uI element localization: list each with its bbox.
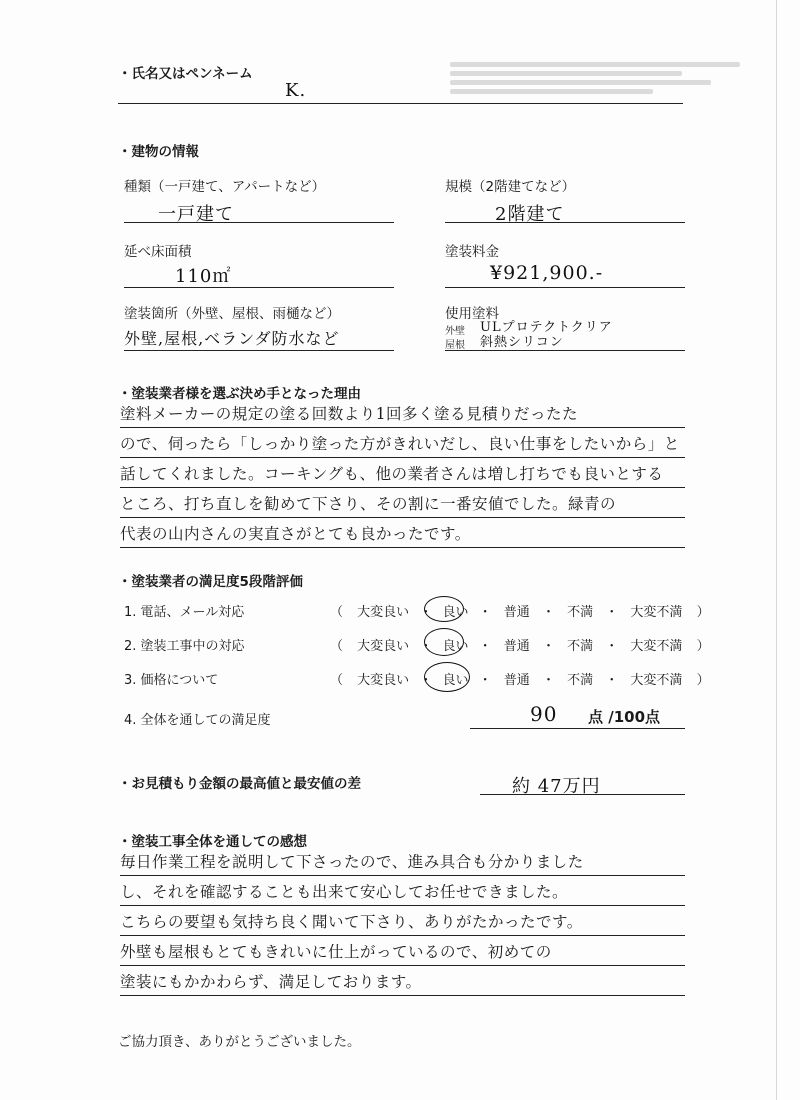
- separator: ・: [419, 639, 433, 654]
- price-value: ¥921,900.-: [490, 262, 604, 284]
- impression-rule: [120, 965, 685, 966]
- overall-label: 4. 全体を通しての満足度: [124, 713, 271, 728]
- paren-open: （: [330, 639, 344, 654]
- reason-header: ・塗装業者様を選ぶ決め手となった理由: [118, 386, 361, 402]
- rating-options: [330, 669, 710, 688]
- parts-label: 塗装箇所（外壁、屋根、雨樋など）: [124, 306, 340, 322]
- option-good: 良い: [442, 605, 469, 620]
- separator: ・: [605, 673, 619, 688]
- selection-circle: [424, 628, 464, 656]
- diff-label: ・お見積もり金額の最高値と最安値の差: [118, 776, 361, 792]
- diff-underline: [480, 794, 685, 795]
- reason-line: 話してくれました。コーキングも、他の業者さんは増し打ちでも良いとする: [120, 465, 664, 483]
- type-value: 一戸建て: [158, 204, 234, 225]
- option-good: 良い: [442, 673, 469, 688]
- footer-thanks: ご協力頂き、ありがとうございました。: [118, 1034, 361, 1050]
- type-underline: [124, 222, 394, 223]
- impression-line: 毎日作業工程を説明して下さったので、進み具合も分かりました: [120, 853, 584, 871]
- separator: ・: [478, 605, 492, 620]
- reason-rule: [120, 457, 685, 458]
- area-label: 延べ床面積: [124, 244, 192, 260]
- overall-score: 90: [530, 702, 558, 726]
- name-label: ・氏名又はペンネーム: [118, 66, 253, 82]
- paint-wall-tag: 外壁: [445, 326, 465, 337]
- type-label: 種類（一戸建て、アパートなど）: [124, 179, 326, 195]
- option-very-good: 大変良い: [357, 605, 410, 620]
- name-value: K.: [285, 80, 307, 101]
- reason-rule: [120, 427, 685, 428]
- paint-underline: [445, 350, 685, 351]
- price-underline: [445, 287, 685, 288]
- reason-line: 塗料メーカーの規定の塗る回数より1回多く塗る見積りだったた: [120, 405, 579, 423]
- separator: ・: [541, 673, 555, 688]
- reason-rule: [120, 487, 685, 488]
- paint-roof-tag: 屋根: [445, 340, 465, 351]
- rating-item-label: 1. 電話、メール対応: [124, 605, 245, 620]
- price-label: 塗装料金: [445, 244, 499, 260]
- impression-rule: [120, 935, 685, 936]
- selection-circle: [424, 596, 464, 622]
- parts-value: 外壁,屋根,ベランダ防水など: [124, 329, 340, 348]
- paren-open: （: [330, 673, 344, 688]
- building-header: ・建物の情報: [118, 144, 199, 160]
- option-bad: 不満: [567, 605, 594, 620]
- overall-underline: [470, 728, 685, 729]
- rating-item-label: 2. 塗装工事中の対応: [124, 639, 245, 654]
- area-underline: [124, 287, 394, 288]
- name-underline: [118, 103, 683, 104]
- impression-header: ・塗装工事全体を通しての感想: [118, 834, 307, 850]
- option-normal: 普通: [503, 639, 530, 654]
- paren-close: ）: [696, 605, 710, 620]
- reason-rule: [120, 547, 685, 548]
- separator: ・: [605, 605, 619, 620]
- option-very-bad: 大変不満: [630, 605, 683, 620]
- reason-line: ところ、打ち直しを勧めて下さり、その割に一番安値でした。緑青の: [120, 495, 617, 513]
- option-bad: 不満: [567, 639, 594, 654]
- impression-line: 塗装にもかかわらず、満足しております。: [120, 973, 422, 991]
- option-very-good: 大変良い: [357, 673, 410, 688]
- separator: ・: [419, 673, 433, 688]
- impression-rule: [120, 875, 685, 876]
- paint-roof-value: 斜熱シリコン: [480, 335, 564, 350]
- page-edge: [776, 0, 777, 1100]
- option-very-bad: 大変不満: [630, 673, 683, 688]
- separator: ・: [541, 639, 555, 654]
- rating-options: [330, 601, 710, 620]
- separator: ・: [541, 605, 555, 620]
- separator: ・: [478, 673, 492, 688]
- faint-stamp: [450, 58, 740, 118]
- diff-value: 約 47万円: [512, 776, 601, 797]
- scale-underline: [445, 222, 685, 223]
- scale-value: 2階建て: [495, 204, 565, 225]
- reason-line: 代表の山内さんの実直さがとても良かったです。: [120, 525, 471, 543]
- paint-wall-value: ULプロテクトクリア: [480, 320, 613, 335]
- rating-item-label: 3. 価格について: [124, 673, 219, 688]
- impression-rule: [120, 905, 685, 906]
- paren-open: （: [330, 605, 344, 620]
- option-good: 良い: [442, 639, 469, 654]
- scale-label: 規模（2階建てなど）: [445, 179, 576, 195]
- paren-close: ）: [696, 639, 710, 654]
- reason-line: ので、伺ったら「しっかり塗った方がきれいだし、良い仕事をしたいから」と: [120, 435, 680, 453]
- area-value: 110㎡: [175, 266, 232, 287]
- option-normal: 普通: [503, 605, 530, 620]
- impression-line: し、それを確認することも出来て安心してお任せできました。: [120, 883, 569, 901]
- impression-rule: [120, 995, 685, 996]
- separator: ・: [478, 639, 492, 654]
- option-very-bad: 大変不満: [630, 639, 683, 654]
- impression-line: こちらの要望も気持ち良く聞いて下さり、ありがたかったです。: [120, 913, 583, 931]
- impression-line: 外壁も屋根もとてもきれいに仕上がっているので、初めての: [120, 943, 552, 961]
- option-normal: 普通: [503, 673, 530, 688]
- parts-underline: [124, 350, 394, 351]
- option-very-good: 大変良い: [357, 639, 410, 654]
- overall-suffix: 点 /100点: [588, 708, 661, 726]
- reason-rule: [120, 517, 685, 518]
- rating-options: [330, 635, 710, 654]
- option-bad: 不満: [567, 673, 594, 688]
- paint-label: 使用塗料: [445, 306, 499, 322]
- selection-circle: [424, 662, 470, 692]
- separator: ・: [419, 605, 433, 620]
- rating-header: ・塗装業者の満足度5段階評価: [118, 574, 303, 590]
- paren-close: ）: [696, 673, 710, 688]
- separator: ・: [605, 639, 619, 654]
